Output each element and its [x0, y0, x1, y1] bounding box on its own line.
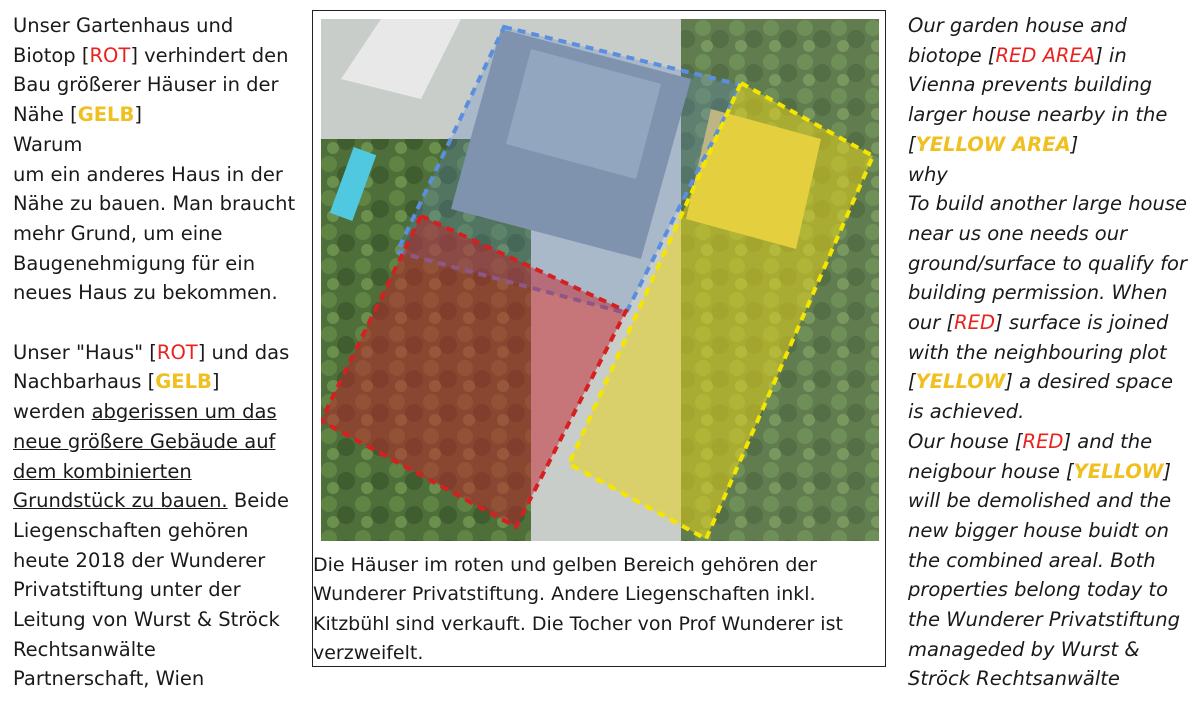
text-fragment: Our house [	[908, 429, 1023, 453]
yellow-label: GELB	[155, 370, 212, 394]
right-text-column	[908, 11, 1193, 694]
text-fragment: ] werden	[13, 370, 220, 424]
text-fragment: ] und das Nachbarhaus [	[13, 340, 290, 394]
yellow-label: YELLOW	[915, 370, 1006, 394]
text-fragment: Unser Gartenhaus und Biotop [	[13, 14, 234, 67]
text-fragment: ] verhindert den Bau größerer Häuser in der Nähe [	[13, 43, 289, 127]
text-fragment: ] will be demolished and the new bigger house buidt on the combined areal. Both properties belong today to the Wunderer Privatstiftung manageded by Wurst & Ströck Rechtsanwälte	[908, 459, 1180, 691]
text-fragment: ] a desired space is achieved.	[908, 370, 1173, 424]
red-label: RED	[954, 311, 996, 335]
why-line: why	[908, 162, 948, 186]
paragraph-gap	[13, 308, 298, 338]
right-paragraph	[908, 11, 1193, 694]
text-fragment: ] in Vienna prevents building larger house nearby in the [	[908, 43, 1168, 156]
photo-caption: Die Häuser im roten und gelben Bereich gehören der Wunderer Privatstiftung. Andere Liegenschaften inkl. Kitzbühl sind verkauft. Die Tocher von Prof Wunderer ist verzweifelt.	[313, 554, 843, 664]
left-paragraph-1	[13, 11, 298, 308]
text-fragment: Beide Liegenschaften gehören heute 2018 der Wunderer Privatstiftung unter der Leitung von Wurst & Ströck Rechtsanwälte Partnerschaft, Wien	[13, 489, 290, 691]
red-label: RED	[1022, 429, 1064, 453]
left-text-column	[13, 11, 298, 694]
text-fragment: ] surface is joined with the neighbouring plot [	[908, 311, 1169, 394]
text-fragment: To build another large house near us one needs our ground/surface to qualify for building permission. When our [	[908, 192, 1187, 335]
text-fragment: Our garden house and biotope [	[908, 14, 1127, 67]
text-fragment: ]	[1070, 132, 1079, 156]
yellow-label: GELB	[77, 103, 135, 127]
left-paragraph-2	[13, 338, 298, 694]
red-label: ROT	[89, 43, 131, 67]
text-fragment: um ein anderes Haus in der Nähe zu bauen. Man braucht mehr Grund, um eine Baugenehmigung für ein neues Haus zu bekommen.	[13, 162, 296, 305]
red-label: RED AREA	[995, 43, 1096, 67]
warum-line: Warum	[13, 132, 83, 156]
yellow-label: YELLOW	[1073, 459, 1164, 483]
underlined-text: abgerissen um das neue größere Gebäude auf dem kombinierten Grundstück zu bauen.	[13, 400, 277, 513]
red-label: ROT	[156, 340, 198, 364]
text-fragment: ] and the neigbour house [	[908, 429, 1153, 483]
text-fragment: ]	[134, 103, 142, 127]
aerial-photo	[321, 19, 879, 541]
text-fragment: Unser "Haus" [	[13, 340, 157, 364]
yellow-label: YELLOW AREA	[915, 132, 1071, 156]
